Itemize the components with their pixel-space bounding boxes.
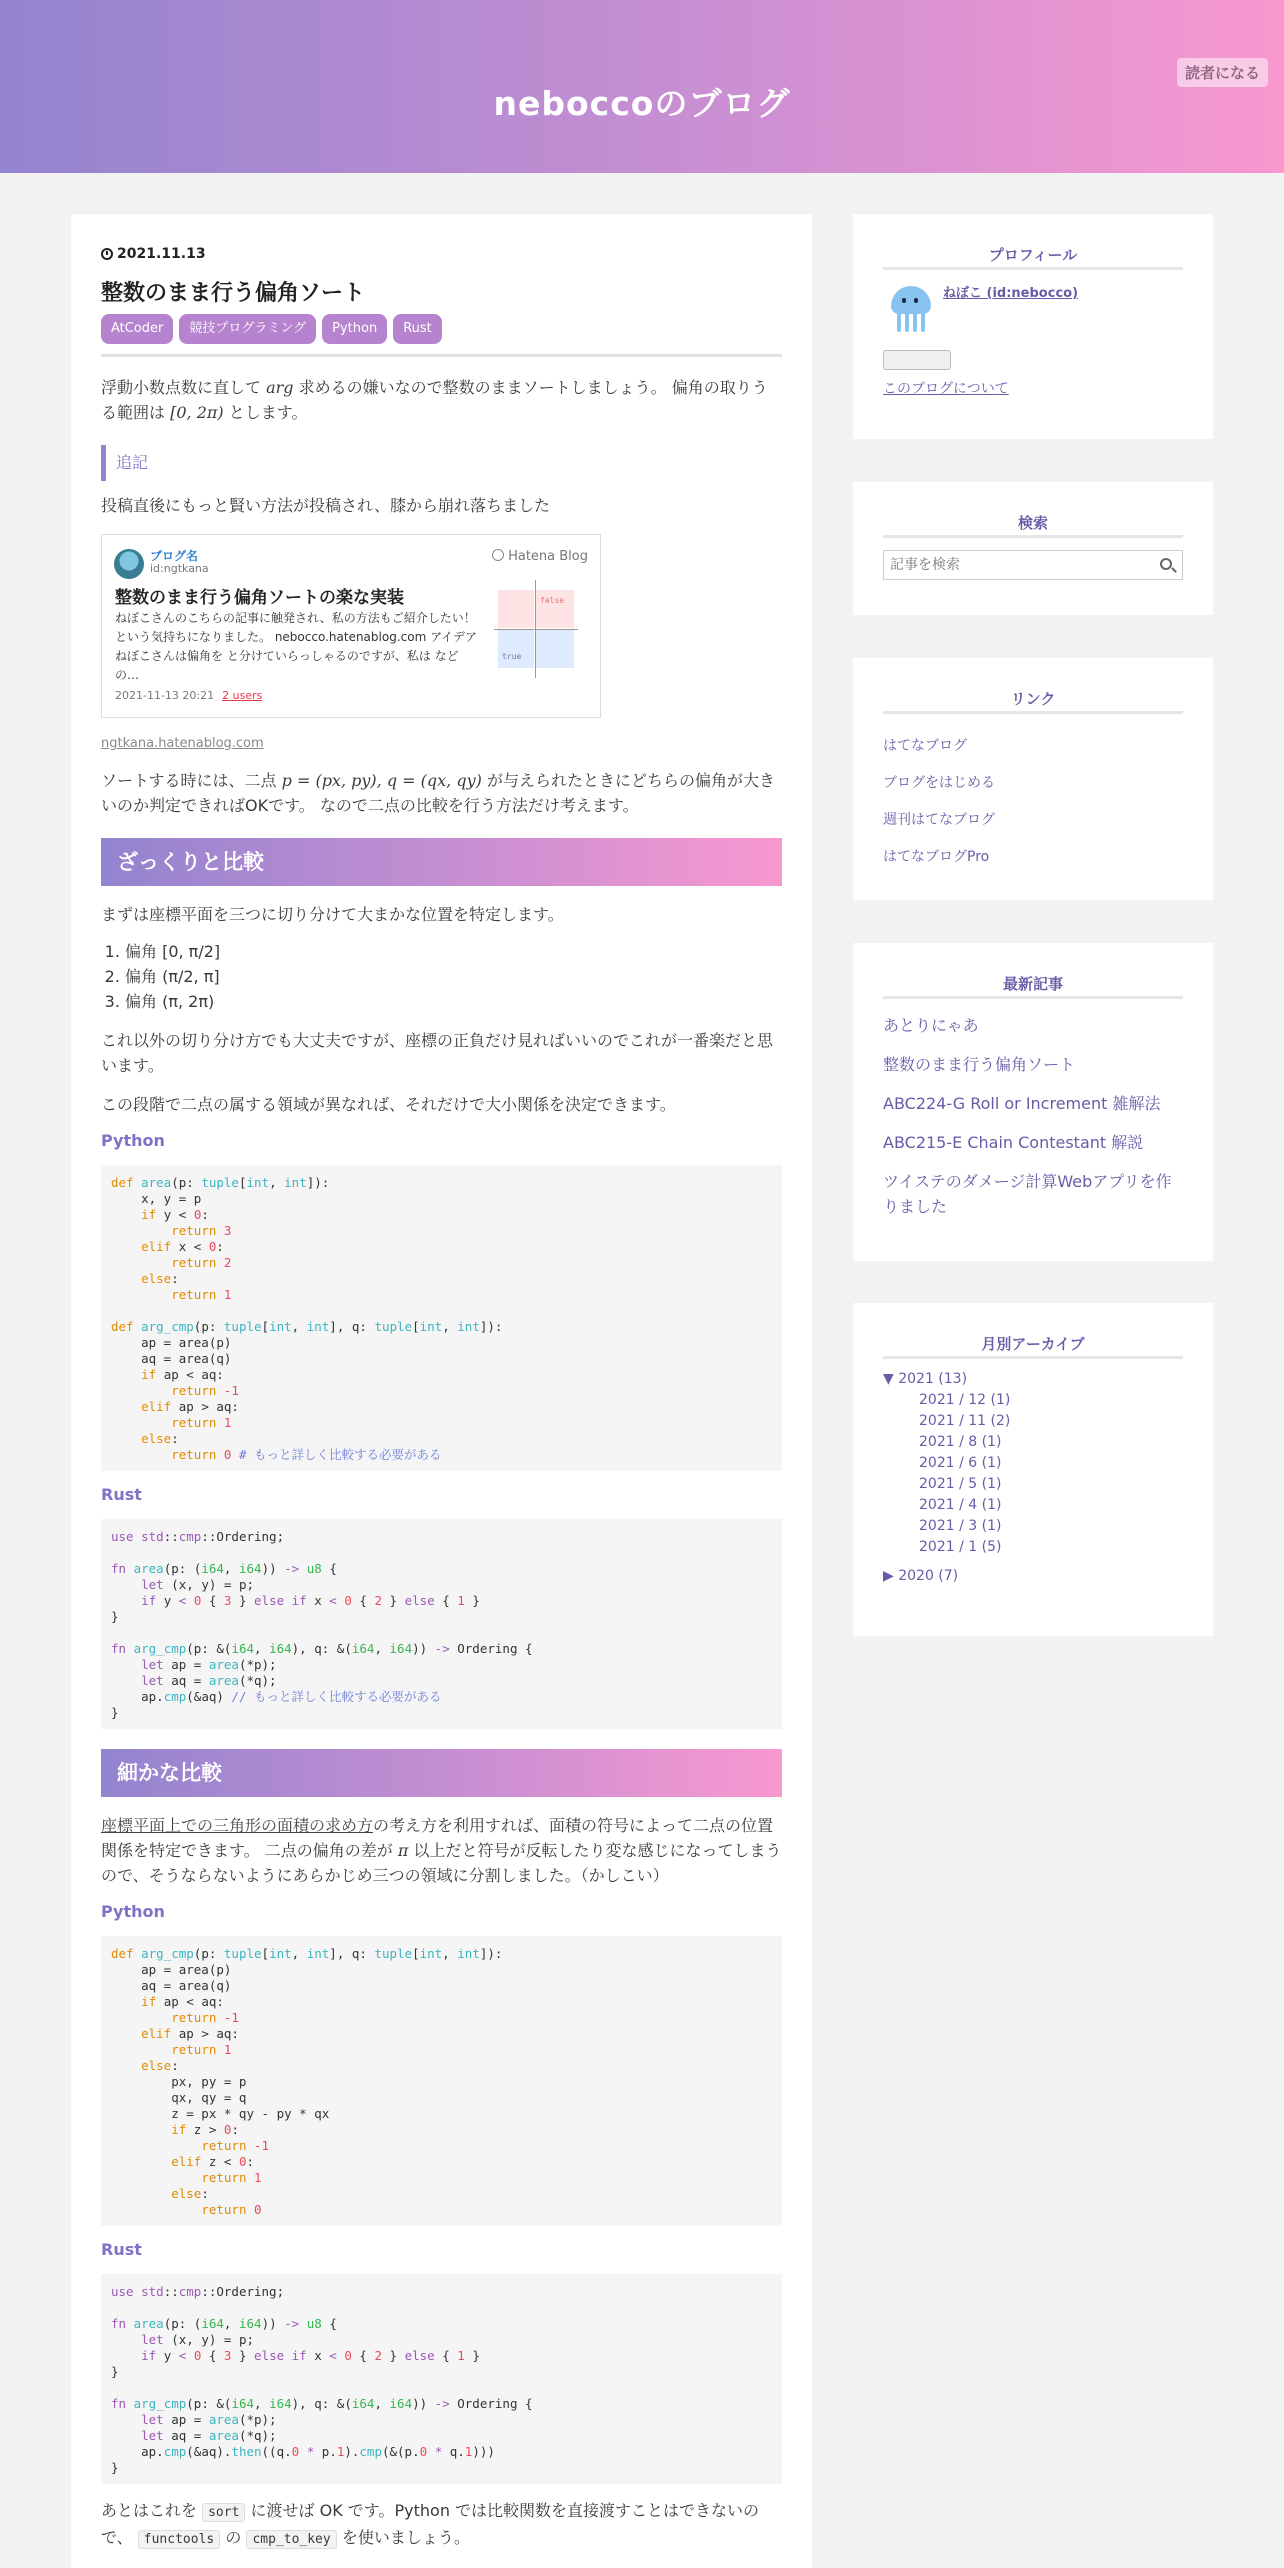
subscribe-label: 読者になる [1184, 64, 1260, 82]
entry-title[interactable]: 整数のまま行う偏角ソート [101, 281, 366, 306]
main-content [71, 214, 812, 2568]
code-label-python-2: Python [101, 1902, 165, 1921]
inline-code-sort: sort [202, 2503, 245, 2522]
embedded-blog-card[interactable] [101, 534, 601, 718]
sidebar-links [853, 658, 1213, 900]
title-divider [101, 354, 782, 357]
code-block-rust-2[interactable]: use std::cmp::Ordering; fn area(p: (i64, i64)) -> u8 { let (x, y) = p; if y < 0 { 3 } else if x < 0 { 2 } else { 1 } } fn arg_cmp(p: &(i64, i64), q: &(i64, i64)) -> Ordering { let ap = area(*p); let aq = area(*q); ap.cmp(&aq).then((q.0 * p.1).cmp(&(p.0 * q.1))) } [101, 2274, 782, 2484]
recent-post-link[interactable]: ツイステのダメージ計算Webアプリを作りました [883, 1172, 1172, 1216]
archive-tree [883, 1371, 1183, 1589]
section1-para1: まずは座標平面を三つに切り分けて大まかな位置を特定します。 [101, 905, 564, 924]
search-box [883, 550, 1183, 580]
card-avatar [114, 549, 144, 579]
source-link[interactable]: ngtkana.hatenablog.com [101, 736, 264, 751]
intro-paragraph: 浮動小数点数に直して arg 求めるの嫌いなので整数のままソートしましょう。 偏角の取りうる範囲は [0, 2π) とします。 [101, 378, 768, 422]
archive-month[interactable]: 2021 / 12 (1) [919, 1392, 1011, 1408]
sidebar-profile [853, 214, 1213, 439]
link-hatena-pro[interactable]: はてなブログPro [883, 849, 990, 865]
recent-list [883, 1013, 1183, 1219]
recent-post-link[interactable]: あとりにゃあ [883, 1016, 979, 1035]
link-hatena-blog[interactable]: はてなブログ [883, 738, 967, 754]
section1-para2: これ以外の切り分け方でも大丈夫ですが、座標の正負だけ見ればいいのでこれが一番楽だと思います。 [101, 1031, 774, 1075]
archive-month[interactable]: 2021 / 6 (1) [919, 1455, 1002, 1471]
list-item: 2. 偏角 (π/2, π] [125, 964, 782, 989]
recent-heading: 最新記事 [883, 973, 1183, 999]
sidebar-recent-posts [853, 943, 1213, 1261]
addendum-text: 投稿直後にもっと賢い方法が投稿され、膝から崩れ落ちました [101, 496, 550, 515]
links-heading: リンク [883, 688, 1183, 714]
tag-rust[interactable]: Rust [393, 314, 442, 344]
about-blog-link[interactable]: このブログについて [883, 381, 1009, 397]
links-list [883, 735, 1183, 865]
code-label-rust-1: Rust [101, 1485, 142, 1504]
closing-paragraph: あとはこれを sort に渡せば OK です。Python では比較関数を直接渡すことはできないので、 functools の cmp_to_key を使いましょう。 [101, 2501, 760, 2547]
list-item: 3. 偏角 (π, 2π) [125, 989, 782, 1014]
list-item: 1. 偏角 [0, π/2] [125, 939, 782, 964]
archive-month[interactable]: 2021 / 4 (1) [919, 1497, 1002, 1513]
blog-header [0, 0, 1284, 173]
card-thumbnail: false true [490, 580, 580, 680]
tag-python[interactable]: Python [322, 314, 387, 344]
code-block-python-1[interactable]: def area(p: tuple[int, int]): x, y = p if y < 0: return 3 elif x < 0: return 2 else: return 1 def arg_cmp(p: tuple[int, int], q: tuple[int, int]): ap = area(p) aq = area(q) if ap < aq: return -1 elif ap > aq: return 1 else: return 0 # もっと詳しく比較する必要がある [101, 1165, 782, 1471]
code-block-rust-1[interactable]: use std::cmp::Ordering; fn area(p: (i64, i64)) -> u8 { let (x, y) = p; if y < 0 { 3 } else if x < 0 { 2 } else { 1 } } fn arg_cmp(p: &(i64, i64), q: &(i64, i64)) -> Ordering { let ap = area(*p); let aq = area(*q); ap.cmp(&aq) // もっと詳しく比較する必要がある } [101, 1519, 782, 1729]
sort-paragraph: ソートする時には、二点 p = (px, py), q = (qx, qy) が与えられたときにどちらの偏角が大きいのか判定できればOKです。 なので二点の比較を行う方法だけ考えます。 [101, 771, 775, 815]
archive-year-2020[interactable]: ▶ 2020 (7) [883, 1568, 959, 1584]
link-weekly-hatena[interactable]: 週刊はてなブログ [883, 812, 995, 828]
archive-month[interactable]: 2021 / 8 (1) [919, 1434, 1002, 1450]
code-label-python-1: Python [101, 1131, 165, 1150]
card-brand: Hatena Blog [492, 549, 588, 564]
recent-post-link[interactable]: ABC215-E Chain Contestant 解説 [883, 1133, 1144, 1152]
entry-date[interactable] [101, 244, 782, 264]
sidebar-search [853, 482, 1213, 615]
search-heading: 検索 [883, 512, 1183, 538]
inline-code-functools: functools [138, 2530, 220, 2549]
card-meta: 2021-11-13 20:21 2 users [115, 689, 263, 702]
tag-competitive-programming[interactable]: 競技プログラミング [179, 314, 316, 344]
section1-para3: この段階で二点の属する領域が異なれば、それだけで大小関係を決定できます。 [101, 1095, 676, 1114]
recent-post-link[interactable]: ABC224-G Roll or Increment 雑解法 [883, 1094, 1161, 1113]
section-heading-rough: ざっくりと比較 [101, 838, 782, 886]
card-blog-name[interactable]: ブログ名 [150, 549, 199, 563]
profile-name-link[interactable]: ねぼこ (id:nebocco) [943, 286, 1079, 301]
subscribe-small-button[interactable] [883, 350, 951, 370]
archive-month[interactable]: 2021 / 1 (5) [919, 1539, 1002, 1555]
archive-month[interactable]: 2021 / 3 (1) [919, 1518, 1002, 1534]
section2-para1: 座標平面上での三角形の面積の求め方の考え方を利用すれば、面積の符号によって二点の位置関係を特定できます。 二点の偏角の差が π 以上だと符号が反転したり変な感じになってしまうので、そうならないようにあらかじめ三つの領域に分割しました。（かしこい） [101, 1816, 782, 1885]
card-users-link[interactable]: 2 users [222, 689, 263, 702]
section-heading-detailed: 細かな比較 [101, 1749, 782, 1797]
card-blog-id: id:ngtkana [150, 562, 209, 575]
profile-heading: プロフィール [883, 244, 1183, 270]
code-label-rust-2: Rust [101, 2240, 142, 2259]
recent-post-link[interactable]: 整数のまま行う偏角ソート [883, 1055, 1076, 1074]
search-input[interactable] [884, 551, 1144, 579]
archive-year-2021[interactable]: ▼ 2021 (13) [883, 1371, 968, 1387]
card-description: ねぼこさんのこちらの記事に触発され、私の方法もご紹介したい！という気持ちになりました。 nebocco.hatenablog.com アイデア ねぼこさんは偏角を と分けていらっしゃるのですが、私は などの… [115, 611, 477, 682]
addendum-callout: 追記 [101, 445, 782, 481]
jellyfish-avatar-icon[interactable] [883, 280, 939, 336]
triangle-area-link[interactable]: 座標平面上での三角形の面積の求め方 [101, 1816, 374, 1835]
search-icon[interactable] [1160, 558, 1172, 570]
link-start-blog[interactable]: ブログをはじめる [883, 775, 995, 791]
tag-atcoder[interactable]: AtCoder [101, 314, 173, 344]
clock-icon [101, 248, 113, 260]
tag-list [101, 314, 782, 344]
subscribe-button[interactable] [1177, 58, 1268, 87]
blog-title[interactable]: neboccoのブログ [493, 84, 791, 123]
inline-code-cmp-to-key: cmp_to_key [246, 2530, 336, 2549]
sidebar-archive [853, 1303, 1213, 1636]
archive-heading: 月別アーカイブ [883, 1333, 1183, 1359]
region-list [101, 939, 782, 1014]
archive-month[interactable]: 2021 / 11 (2) [919, 1413, 1011, 1429]
code-block-python-2[interactable]: def arg_cmp(p: tuple[int, int], q: tuple[int, int]): ap = area(p) aq = area(q) if ap < aq: return -1 elif ap > aq: return 1 else: px, py = p qx, qy = q z = px * qy - py * qx if z > 0: return -1 elif z < 0: return 1 else: return 0 [101, 1936, 782, 2226]
card-title[interactable]: 整数のまま行う偏角ソートの楽な実装 [115, 588, 404, 608]
hatena-logo-icon [492, 549, 504, 561]
archive-month[interactable]: 2021 / 5 (1) [919, 1476, 1002, 1492]
article [101, 244, 782, 2552]
entry-date-text: 2021.11.13 [117, 246, 206, 262]
